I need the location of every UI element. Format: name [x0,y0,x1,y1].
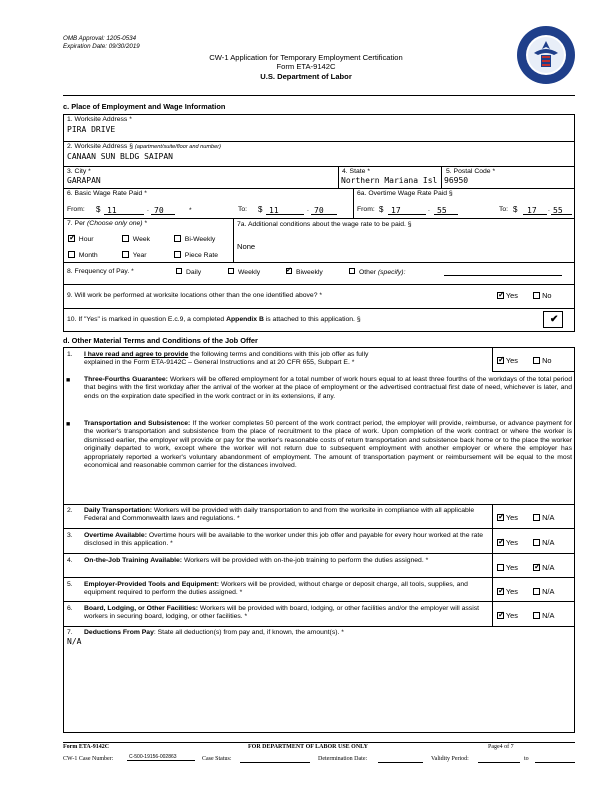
divider [63,577,575,578]
city-field[interactable]: GARAPAN [67,176,101,185]
divider [63,528,575,529]
underline [104,214,144,215]
three-fourths-text: Workers will be offered employment for a total number of work hours equal to at least three fourths of the workdays of the total period that begins with the first workday after the arrival of the worker at the place of employment or the advertised contractual first date of need, whichever is later, and ends on the expiration date specified in the work contract or in its extensions, if any. [84,376,572,400]
per-week-option[interactable] [122,235,150,243]
basic-from-cents-field[interactable]: 70 [154,206,164,215]
underline [523,214,547,215]
freq-daily-text: Daily [186,269,202,276]
footer-case-number: C-500-19156-002863 [129,754,177,760]
d5-body: Workers will be provided, without charge or deposit charge, all tools, supplies, and equipment required to perform the duties assigned. * [84,581,468,597]
d1-text [84,351,489,368]
d1-no-checkbox[interactable] [533,357,540,364]
footer-validity-label: Validity Period: [431,756,469,762]
freq-weekly-text: Weekly [238,269,261,276]
freq-other-option[interactable] [349,268,405,276]
basic-wage-label: 6. Basic Wage Rate Paid * [67,190,147,197]
q10-appendix: Appendix B [226,316,264,323]
underline [551,214,572,215]
state-field[interactable]: Northern Mariana Isl [341,176,438,185]
footer-determination-label: Determination Date: [318,756,368,762]
bullet-icon: ■ [66,377,71,384]
divider [63,553,575,554]
case-status-field[interactable] [240,762,310,763]
per-piece-checkbox[interactable] [174,251,181,258]
d2-body: Workers will be provided with daily transportation to and from the worksite in compliance with all applicable Federal and Commonwealth laws and regulations. * [84,507,475,523]
additional-conditions-field[interactable]: None [237,242,256,251]
frequency-label: 8. Frequency of Pay. * [67,268,134,275]
d1-bullet-three-fourths [84,376,572,401]
dollar-sign: $ [513,205,518,214]
divider [63,626,575,627]
d4-na-option[interactable] [533,563,554,572]
d5-yes-option[interactable] [497,587,518,596]
dol-seal-icon [516,25,576,85]
form-number: Form ETA-9142C [276,62,336,72]
d6-na-text: N/A [542,611,555,620]
per-week-checkbox[interactable] [122,235,129,242]
divider [492,371,575,372]
d2-num: 2. [67,507,73,514]
d7-bold: Deductions From Pay [84,629,154,636]
freq-daily-checkbox[interactable] [176,268,182,274]
d7-label [84,629,344,636]
d6-num: 6. [67,605,73,612]
overtime-from-label: From: [357,206,375,213]
d6-yes-option[interactable] [497,611,518,620]
section-c-title: c. Place of Employment and Wage Information [63,102,226,111]
per-hour-checkbox[interactable] [68,235,75,242]
worksite-address2-label-text: 2. Worksite Address § [67,143,133,150]
divider [233,218,234,262]
d1-yes-checkbox[interactable] [497,357,504,364]
dollar-sign: $ [96,205,101,214]
footer-page: Page4 of 7 [488,744,514,750]
underline [434,214,458,215]
d3-yes-option[interactable] [497,538,518,547]
header-divider [63,95,575,96]
worksite-address-field[interactable]: PIRA DRIVE [67,125,116,134]
postal-code-field[interactable]: 96950 [444,176,469,185]
per-label: 7. Per (Choose only one) * [67,220,148,227]
footer-divider [63,742,575,743]
d1-no-option[interactable] [533,356,552,365]
d1-text-a: the following terms and conditions with this job offer as fully [188,351,369,358]
d2-bold: Daily Transportation: [84,507,152,514]
divider [63,601,575,602]
worksite-address-label: 1. Worksite Address * [67,116,132,123]
checkmark-icon: ✔ [550,314,559,325]
q10-checkbox[interactable] [543,311,563,328]
underline [127,760,195,761]
transportation-text: If the worker completes 50 percent of the work contract period, the employer will provide, reimburse, or advance payment for the worker's transportation and subsistence from the place of recruitment to the place of work. Upon completion of the work contract or where the worker is dismissed earlier, the employer will provide or pay for the worker's reasonable costs of return transportation and subsistence back home or to the place the worker originally departed to work, except where the worker will not return due to subsequent employment with another employer or where the employer has appropriately reported a worker's voluntary abandonment of employment. The amount of transportation payment or reimbursement will be equal to the most economical and reasonable common carrier for the distances involved. [84,420,572,470]
bullet-icon: ■ [66,421,71,428]
freq-weekly-option[interactable] [228,268,260,276]
d6-yes-text: Yes [505,611,518,620]
d5-na-text: N/A [542,587,555,596]
per-piece-text: Piece Rate [184,252,219,259]
underline [151,214,175,215]
per-biweekly-option[interactable] [174,235,215,243]
divider [492,504,493,626]
d1-bullet-transportation [84,420,572,470]
basic-to-cents-field[interactable]: 70 [314,206,324,215]
freq-other-text: Other [359,269,376,276]
underline [388,214,426,215]
d4-bold: On-the-Job Training Available: [84,557,183,564]
d2-na-option[interactable] [533,513,554,522]
q10-text [67,316,361,323]
q9-yes-option[interactable] [497,291,518,300]
d1-num: 1. [67,351,73,358]
dollar-sign: $ [379,205,384,214]
divider [63,166,575,167]
worksite-address2-hint: (apartment/suite/floor and number) [134,144,221,150]
d6-na-option[interactable] [533,611,554,620]
underline [311,214,337,215]
freq-biweekly-text: Biweekly [296,269,323,276]
per-month-text: Month [78,252,98,259]
state-label: 4. State * [342,168,370,175]
d7-body: : State all deduction(s) from pay and, if known, the amount(s). * [153,629,344,636]
q10-post: is attached to this application. § [263,316,361,323]
divider [63,262,575,263]
divider [441,166,442,188]
per-month-checkbox[interactable] [68,251,75,258]
expiration-date: Expiration Date: 09/30/2019 [63,43,140,50]
postal-code-label: 5. Postal Code * [446,168,496,175]
freq-other-checkbox[interactable] [349,268,355,274]
section-d-title: d. Other Material Terms and Conditions of the Job Offer [63,336,258,345]
basic-to-dollars-field[interactable]: 11 [269,206,279,215]
decimal-dot: . [147,206,149,213]
deductions-field[interactable]: N/A [67,637,82,646]
d1-bold: I have read and agree to provide [84,351,189,358]
d3-na-checkbox[interactable] [533,539,540,546]
d1-text-b: explained in the Form ETA-9142C – General Instructions and at 20 CFR 655, Subpart E. * [84,359,355,367]
footer-case-label: CW-1 Case Number: [63,756,114,762]
d2-yes-text: Yes [505,513,518,522]
d3-yes-text: Yes [505,538,518,547]
validity-to-field[interactable] [535,762,575,763]
per-hint: (Choose only one) [87,220,143,227]
determination-date-field[interactable] [378,762,423,763]
d6-na-checkbox[interactable] [533,612,540,619]
q9-text: 9. Will work be performed at worksite locations other than the one identified above? * [67,292,323,299]
divider [353,188,354,218]
d1-yes-option[interactable] [497,356,518,365]
d4-na-checkbox[interactable] [533,564,540,571]
divider [63,284,575,285]
overtime-wage-label: 6a. Overtime Wage Rate Paid § [357,190,453,197]
d3-na-option[interactable] [533,538,554,547]
freq-daily-option[interactable] [176,268,201,276]
basic-from-dollars-field[interactable]: 11 [107,206,117,215]
d5-yes-text: Yes [505,587,518,596]
required-star: * [189,207,192,214]
footer-form: Form ETA-9142C [63,744,110,750]
d4-na-text: N/A [542,563,555,572]
dollar-sign: $ [258,205,263,214]
d5-na-option[interactable] [533,587,554,596]
d3-na-text: N/A [542,538,555,547]
per-month-option[interactable] [68,251,98,259]
d6-bold: Board, Lodging, or Other Facilities: [84,605,199,612]
d2-na-checkbox[interactable] [533,514,540,521]
d2-text [84,507,489,524]
per-piece-option[interactable] [174,251,218,259]
form-title: CW-1 Application for Temporary Employment Certification [209,53,403,62]
per-week-text: Week [132,236,151,243]
decimal-dot: . [307,206,309,213]
validity-from-field[interactable] [478,762,520,763]
d3-bold: Overtime Available: [84,532,147,539]
agency-name: U.S. Department of Labor [260,71,352,81]
worksite-address2-label [67,143,221,150]
d4-yes-text: Yes [505,563,518,572]
divider [338,166,339,188]
d6-body: Workers will be provided with board, lodging, or other facilities and/or the employer will assist workers in securing board, lodging, or other facilities. * [84,605,479,621]
d3-num: 3. [67,532,73,539]
per-year-checkbox[interactable] [122,251,129,258]
q9-no-checkbox[interactable] [533,292,540,299]
basic-from-label: From: [67,206,85,213]
worksite-address2-field[interactable]: CANAAN SUN BLDG SAIPAN [67,152,173,161]
d6-yes-checkbox[interactable] [497,612,504,619]
city-label: 3. City * [67,168,91,175]
d7-num: 7. [67,629,73,636]
d4-text [84,557,489,565]
per-biweekly-checkbox[interactable] [174,235,181,242]
decimal-dot: . [548,206,550,213]
d5-na-checkbox[interactable] [533,588,540,595]
d6-text [84,605,489,622]
per-label-text: 7. Per [67,220,86,227]
per-hour-text: Hour [78,236,94,243]
d4-body: Workers will be provided with on-the-job training to perform the duties assigned. * [182,557,429,564]
additional-conditions-label: 7a. Additional conditions about the wage rate to be paid. § [237,221,412,228]
q9-no-option[interactable] [533,291,552,300]
freq-other-field[interactable] [444,275,562,276]
per-year-text: Year [132,252,147,259]
freq-other-specify: (specify): [377,269,406,276]
d4-num: 4. [67,557,73,564]
divider [63,504,575,505]
d5-text [84,581,489,598]
d5-num: 5. [67,581,73,588]
d4-yes-option[interactable] [497,563,518,572]
overtime-to-dollars-field[interactable]: 17 [527,206,537,215]
d1-no-text: No [542,356,552,365]
divider [63,188,575,189]
d3-text [84,532,489,549]
d2-yes-option[interactable] [497,513,518,522]
overtime-to-label: To: [499,206,509,213]
q9-yes-checkbox[interactable] [497,292,504,299]
footer-validity-to: to [524,756,529,762]
decimal-dot: . [428,206,430,213]
three-fourths-title: Three-Fourths Guarantee: [84,376,168,383]
per-biweekly-text: Bi-Weekly [184,236,216,243]
overtime-to-cents-field[interactable]: 55 [553,206,563,215]
underline [266,214,304,215]
omb-info [63,35,140,51]
d3-body: Overtime hours will be available to the worker under this job offer and payable for every hour worked at the rate disclosed in this application. * [84,532,484,548]
basic-to-label: To: [238,206,248,213]
d5-yes-checkbox[interactable] [497,588,504,595]
d4-yes-checkbox[interactable] [497,564,504,571]
divider [492,347,493,371]
transportation-title: Transportation and Subsistence: [84,420,191,427]
freq-biweekly-checkbox[interactable] [286,268,292,274]
divider [63,308,575,309]
d2-na-text: N/A [542,513,555,522]
per-year-option[interactable] [122,251,147,259]
d5-bold: Employer-Provided Tools and Equipment: [84,581,220,588]
d1-yes-text: Yes [505,356,518,365]
omb-approval: OMB Approval: 1205-0534 [63,35,137,42]
divider [63,218,575,219]
overtime-from-cents-field[interactable]: 55 [437,206,447,215]
overtime-from-dollars-field[interactable]: 17 [391,206,401,215]
footer-status-label: Case Status: [202,756,232,762]
footer-dol-use: FOR DEPARTMENT OF LABOR USE ONLY [248,744,368,750]
q10-pre: 10. If "Yes" is marked in question E.c.9, a completed [67,316,227,323]
freq-biweekly-option[interactable] [286,268,323,276]
d2-yes-checkbox[interactable] [497,514,504,521]
freq-weekly-checkbox[interactable] [228,268,234,274]
divider [63,141,575,142]
d3-yes-checkbox[interactable] [497,539,504,546]
q9-no-text: No [542,291,552,300]
per-hour-option[interactable] [68,235,94,243]
q9-yes-text: Yes [505,291,518,300]
